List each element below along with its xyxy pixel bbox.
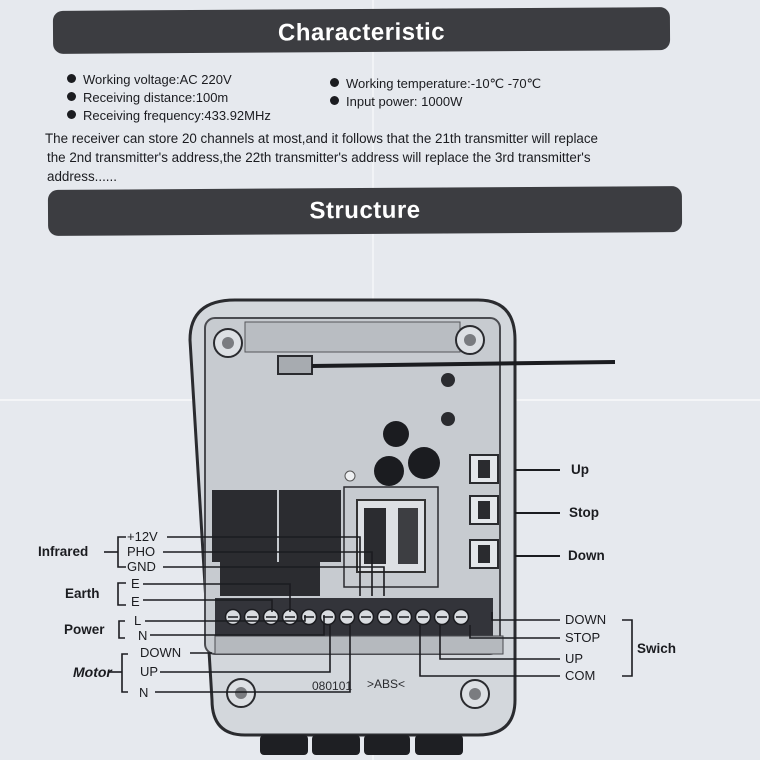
structure-title: Structure — [48, 186, 682, 236]
screw-icon — [461, 680, 489, 708]
description-line-1: The receiver can store 20 channels at most,and it follows that the 21th transmitter will replace — [45, 131, 599, 146]
description-line-2: the 2nd transmitter's address,the 22th transmitter's address will replace the 3rd transmitter's — [47, 150, 591, 165]
pin-pho: PHO — [127, 544, 156, 559]
board-mark: >ABS< — [367, 677, 406, 691]
pin-motor-up: UP — [140, 664, 159, 679]
relay-coil — [374, 456, 404, 486]
pin-swich-stop: STOP — [565, 630, 601, 645]
bottom-connector — [415, 735, 463, 755]
relay-coil — [383, 421, 409, 447]
group-swich: Swich — [637, 641, 677, 656]
transformer-core — [364, 508, 386, 564]
pin-gnd: GND — [127, 559, 156, 574]
group-earth: Earth — [65, 586, 100, 601]
pin-swich-down: DOWN — [565, 612, 607, 627]
spec-frequency: Receiving frequency:433.92MHz — [83, 108, 271, 123]
pin-motor-down: DOWN — [140, 645, 182, 660]
button-label-up: Up — [571, 462, 589, 477]
bottom-connector — [260, 735, 308, 755]
button-label-down: Down — [568, 548, 605, 563]
screw-icon — [456, 326, 484, 354]
button-label-stop: Stop — [569, 505, 599, 520]
characteristic-title: Characteristic — [53, 7, 670, 54]
pin-e2: E — [131, 594, 140, 609]
board-code: 080101 — [312, 679, 353, 693]
spec-temperature: Working temperature:-10℃ -70℃ — [346, 76, 542, 91]
pin-n: N — [138, 628, 148, 643]
group-infrared: Infrared — [38, 544, 89, 559]
group-power: Power — [64, 622, 105, 637]
transformer-core — [398, 508, 418, 564]
capacitor — [441, 373, 455, 387]
board-top-rail — [245, 322, 460, 352]
screw-icon — [227, 679, 255, 707]
screw-icon — [214, 329, 242, 357]
pin-12v: +12V — [127, 529, 158, 544]
pin-swich-up: UP — [565, 651, 584, 666]
led — [345, 471, 355, 481]
bottom-connector — [312, 735, 360, 755]
description-line-3: address...... — [47, 169, 117, 184]
pin-e1: E — [131, 576, 140, 591]
pin-swich-com: COM — [565, 668, 596, 683]
relay-coil — [408, 447, 440, 479]
bottom-connector — [364, 735, 410, 755]
spec-power: Input power: 1000W — [346, 94, 463, 109]
antenna-connector — [278, 356, 312, 374]
pin-l: L — [134, 613, 142, 628]
capacitor — [441, 412, 455, 426]
group-motor: Motor — [73, 664, 112, 680]
spec-distance: Receiving distance:100m — [83, 90, 229, 105]
spec-voltage: Working voltage:AC 220V — [83, 72, 232, 87]
pin-motor-n: N — [139, 685, 149, 700]
